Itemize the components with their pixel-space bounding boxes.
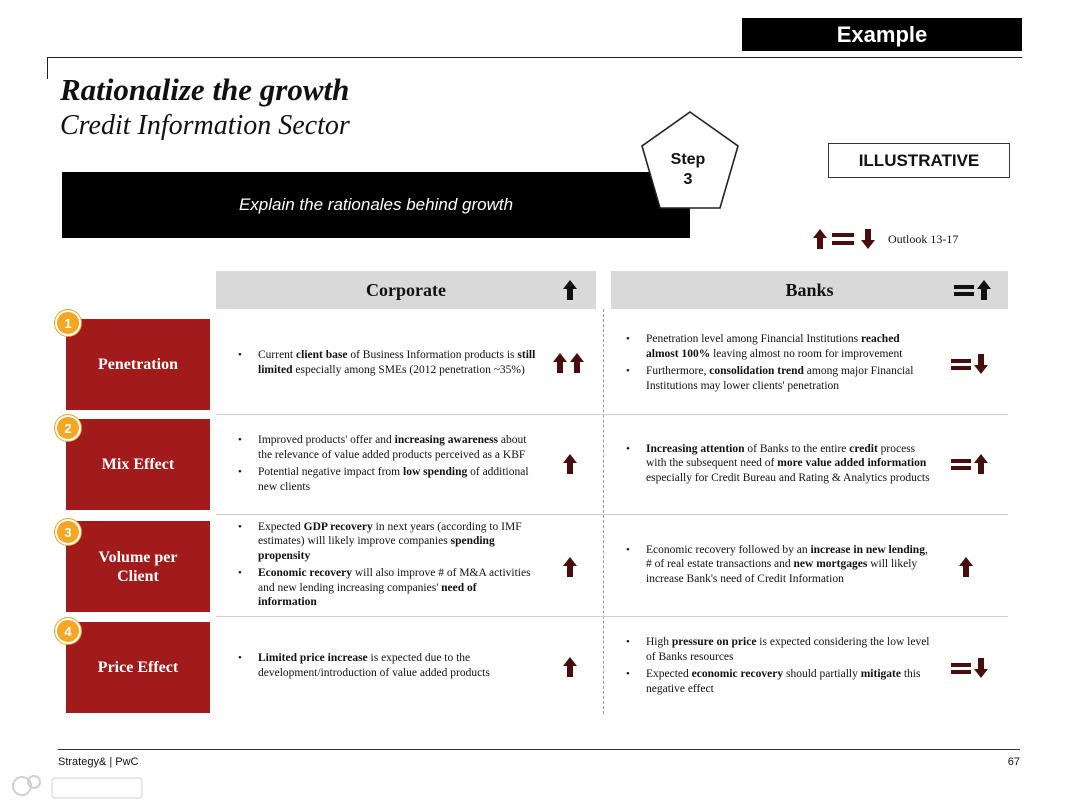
cell-banks-price-effect — [624, 620, 934, 714]
rating-banks-penetration — [950, 352, 990, 381]
bullet-emphasis: mitigate — [860, 668, 901, 680]
row-number-badge: 3 — [55, 519, 81, 545]
footer-rule — [58, 749, 1020, 750]
bullet-text: especially for Credit Bureau and Rating & Analytics products — [646, 471, 930, 484]
bullet-emphasis: consolidation trend — [709, 365, 804, 377]
bullet-text: process with the subsequent need of — [646, 442, 916, 470]
cell-corporate-volume-per-client — [236, 518, 536, 614]
row-number-badge: 4 — [55, 618, 81, 644]
banner-text: Explain the rationales behind growth — [238, 195, 514, 214]
rating-banks-volume-per-client — [958, 555, 974, 584]
row-separator — [216, 514, 1008, 515]
arrow-up-icon — [562, 655, 578, 679]
row-label-price-effect — [66, 622, 210, 713]
bullet-emphasis: pressure on price — [671, 636, 757, 648]
bullet-text: Economic recovery followed by an — [646, 543, 811, 556]
bullet-text: will also improve # of M&A activities and new lending increasing companies' — [258, 567, 531, 594]
bullet-emphasis: client base — [296, 349, 348, 361]
bullet-emphasis: more value added information — [777, 457, 927, 470]
arrow-up-icon — [958, 555, 974, 579]
bullet-text: in next years (according to IMF estimates) will likely improve companies — [258, 520, 522, 547]
bullet-text: will likely increase Bank's need of Credit Information — [646, 558, 918, 585]
bullet-emphasis: increasing awareness — [394, 434, 499, 446]
page-title: Rationalize the growth — [60, 72, 350, 107]
arrow-up-icon — [562, 555, 578, 579]
column-header-banks — [611, 271, 1008, 309]
cell-corporate-mix-effect — [236, 417, 536, 513]
arrow-up-icon — [562, 452, 578, 476]
rating-corporate-price-effect — [562, 655, 578, 684]
bullet-list — [624, 442, 934, 489]
cell-banks-penetration — [624, 316, 934, 412]
bullet-emphasis: increase in new lending — [810, 543, 925, 556]
bullet-list — [624, 543, 934, 590]
bullet-text: about the relevance of value added products perceived as a KBF — [258, 434, 527, 461]
column-header-corporate-label: Corporate — [366, 279, 446, 300]
bullet-item — [258, 566, 536, 610]
row-number-badge: 1 — [55, 310, 81, 336]
bullet-text: leaving almost no room for improvement — [710, 347, 903, 360]
column-header-corporate — [216, 271, 596, 309]
bullet-text: , # of real estate transactions and — [646, 543, 928, 571]
cell-corporate-price-effect — [236, 620, 536, 714]
bullet-emphasis: economic recovery — [691, 668, 784, 680]
bullet-item — [258, 465, 536, 494]
bullet-text: Improved products' offer and — [258, 434, 395, 446]
rating-corporate-penetration — [552, 351, 586, 380]
bullet-emphasis: reached almost 100% — [646, 333, 900, 360]
bullet-emphasis: new mortgages — [793, 558, 868, 571]
page-subtitle: Credit Information Sector — [60, 110, 350, 141]
bullet-emphasis: Economic recovery — [258, 567, 352, 579]
bullet-emphasis: still limited — [258, 349, 536, 376]
cell-banks-volume-per-client — [624, 518, 934, 614]
outlook-legend-label: Outlook 13-17 — [888, 232, 959, 246]
bullet-list — [624, 635, 934, 699]
row-label-text: Volume per Client — [98, 548, 178, 585]
bullet-list — [236, 433, 536, 497]
bullet-text: Expected — [258, 520, 304, 533]
bullet-text: is expected considering the low level of Banks resources — [646, 636, 930, 663]
bullet-item — [646, 667, 934, 696]
bullet-emphasis: Limited price increase — [258, 652, 368, 664]
bullet-item — [258, 433, 536, 462]
equal-up-icon — [950, 452, 990, 476]
page-number: 67 — [1007, 756, 1020, 768]
bullet-item — [646, 364, 934, 393]
bullet-text: Expected — [646, 668, 692, 680]
outlook-legend-icon — [810, 226, 880, 252]
bullet-text: Current — [258, 349, 297, 361]
illustrative-tag: ILLUSTRATIVE — [828, 143, 1010, 178]
column-header-banks-label: Banks — [785, 279, 834, 300]
step-number: 3 — [683, 171, 693, 188]
bullet-text: is expected due to the development/introduction of value added products — [258, 652, 490, 679]
row-label-text: Price Effect — [97, 659, 179, 676]
row-separator — [216, 414, 1008, 415]
bullet-text: Penetration level among Financial Institutions — [646, 333, 861, 345]
bullet-text: High — [646, 636, 672, 648]
bullet-item — [646, 332, 934, 361]
bullet-text: especially among SMEs (2012 penetration ~35%) — [292, 363, 525, 376]
arrow-up-icon — [562, 278, 578, 302]
row-separator — [216, 616, 1008, 617]
bullet-item — [258, 520, 536, 564]
rating-corporate-volume-per-client — [562, 555, 578, 584]
row-label-text: Mix Effect — [101, 456, 175, 473]
step-label — [640, 150, 736, 190]
cell-corporate-penetration — [236, 316, 536, 412]
row-number-badge: 2 — [55, 415, 81, 441]
banner — [62, 172, 690, 238]
bullet-text: of Banks to the entire — [744, 442, 850, 455]
top-rule — [47, 57, 1022, 58]
bullet-text: of additional new clients — [258, 466, 529, 493]
rating-corporate-mix-effect — [562, 452, 578, 481]
bullet-item — [258, 651, 536, 680]
bullet-item — [646, 543, 934, 587]
bullet-emphasis: GDP recovery — [303, 520, 373, 533]
footer-source: Strategy& | PwC — [58, 756, 139, 768]
top-rule-tick — [47, 57, 48, 79]
bullet-emphasis: need of information — [258, 581, 477, 608]
equal-down-icon — [950, 352, 990, 376]
column-divider — [603, 309, 604, 714]
step-word: Step — [670, 151, 706, 168]
bullet-item — [258, 348, 536, 377]
bullet-text: of Business Information products is — [347, 349, 518, 361]
bullet-emphasis: Increasing attention — [646, 442, 745, 455]
bullet-emphasis: spending propensity — [258, 535, 495, 562]
bullet-item — [646, 442, 934, 486]
watermark-logo — [8, 772, 148, 804]
row-label-penetration — [66, 319, 210, 410]
row-label-text: Penetration — [98, 356, 178, 373]
example-badge: Example — [742, 18, 1022, 51]
bullet-list — [236, 651, 536, 683]
rating-banks-price-effect — [950, 656, 990, 685]
bullet-list — [236, 520, 536, 613]
bullet-list — [624, 332, 934, 396]
equal-up-icon — [953, 278, 993, 302]
double-arrow-up-icon — [552, 351, 586, 375]
bullet-emphasis: credit — [849, 442, 878, 455]
bullet-list — [236, 348, 536, 380]
row-label-volume-per-client — [66, 521, 210, 612]
bullet-text: Furthermore, — [646, 365, 710, 377]
row-label-mix-effect — [66, 419, 210, 510]
bullet-item — [646, 635, 934, 664]
equal-down-icon — [950, 656, 990, 680]
bullet-text: should partially — [783, 668, 861, 680]
bullet-text: Potential negative impact from — [258, 466, 403, 478]
bullet-text: among major Financial Institutions may lower clients' penetration — [646, 365, 914, 392]
bullet-emphasis: low spending — [403, 466, 468, 478]
cell-banks-mix-effect — [624, 417, 934, 513]
bullet-text: this negative effect — [646, 668, 921, 695]
rating-banks-mix-effect — [950, 452, 990, 481]
